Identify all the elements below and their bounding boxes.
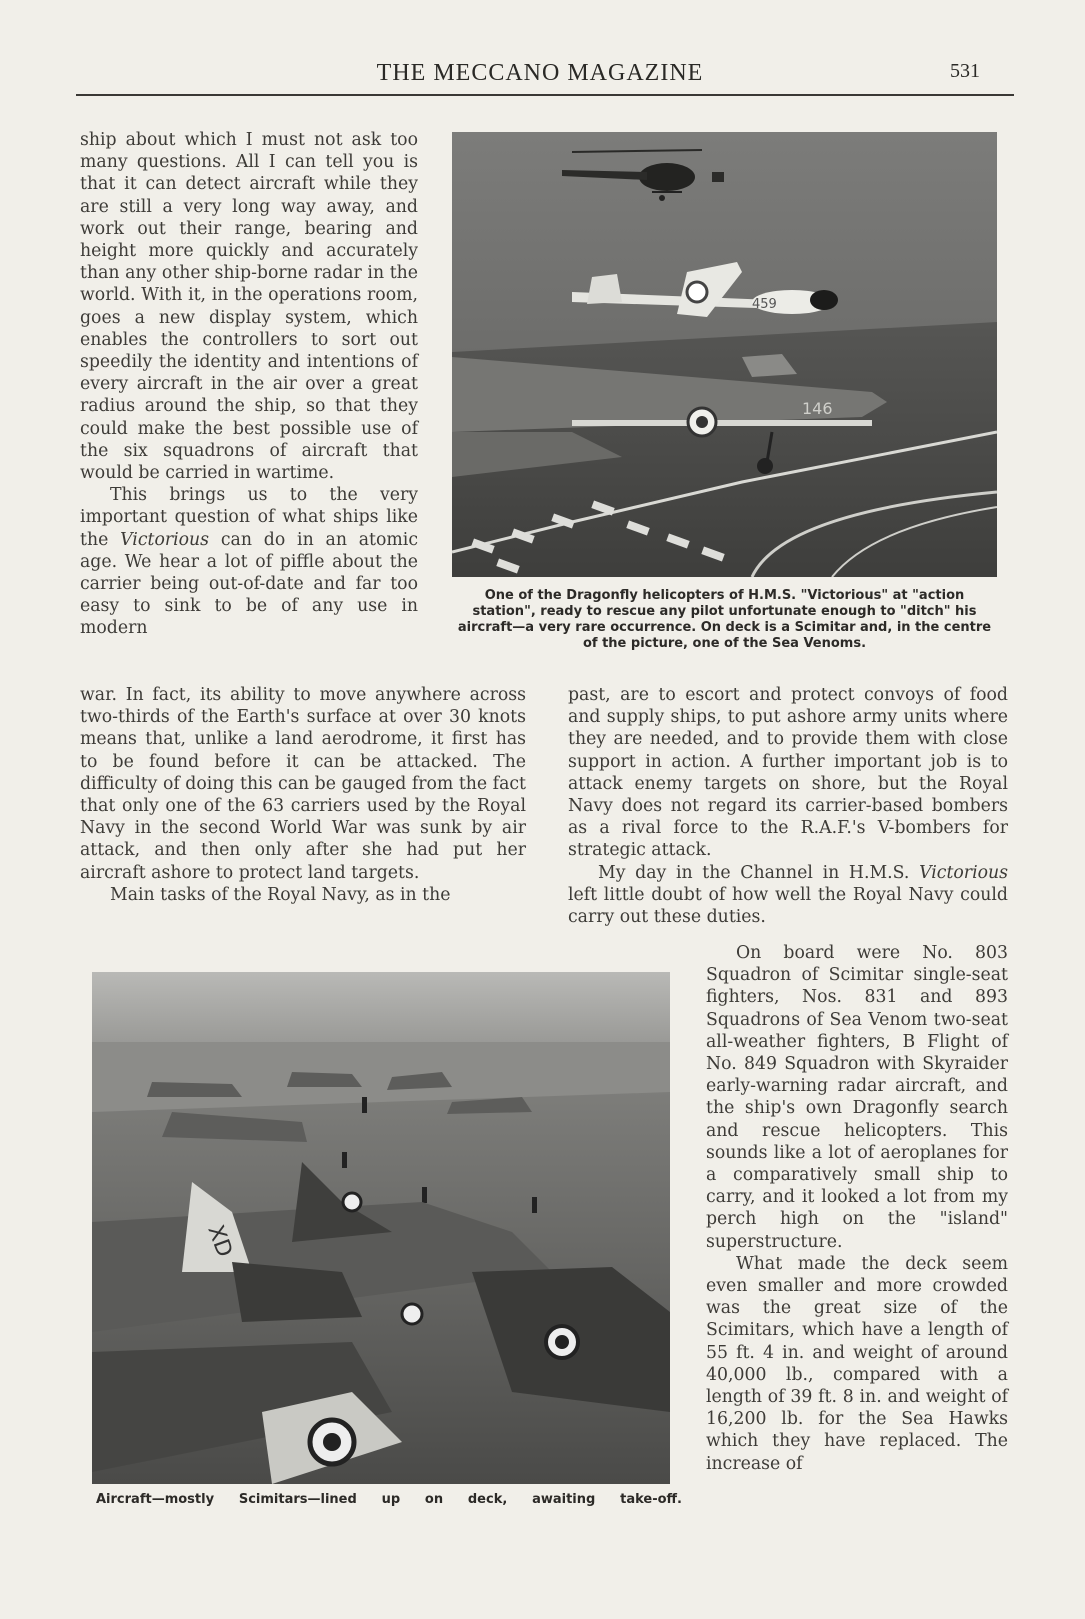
caption-bottom: Aircraft—mostly Scimitars—lined up on deck, awaiting take-off. [96,1492,682,1507]
text-run: This brings us to the very important question of what ships like the [80,485,418,550]
page-number: 531 [950,60,980,82]
text-run: left little doubt of how well the Royal Navy could carry out these duties. [568,884,1008,928]
text-run: can do in an atomic age. We hear a lot of piffle about the carrier being out-of-date and far too easy to sink to be of any use in modern [80,529,418,639]
fin-code: XD [202,1221,237,1261]
venom-code: 459 [752,297,777,312]
paragraph-scimitar-size: What made the deck seem even smaller and more crowded was the great size of the Scimitars, which have a length of 55 ft. 4 in. and weight of around 40,000 lb., compared with a length of 39 ft. 8 in. and weight of 16,200 lb. for the Sea Hawks which they have replaced. The increase of [706,1253,1008,1474]
paragraph-atomic-age [80,484,418,639]
magazine-title: THE MECCANO MAGAZINE [376,60,704,86]
ship-name: Victorious [919,862,1008,883]
scimitar-code: 146 [802,399,833,418]
body-column-2 [568,684,1008,928]
body-column-1 [80,129,418,640]
caption-top: One of the Dragonfly helicopters of H.M.S. "Victorious" at "action station", ready to rescue any pilot unfortunate enough to "ditch" his aircraft—a very rare occurrence. On deck is a Scimitar and, in the centre of the picture, one of the Sea Venoms. [457,588,992,651]
body-column-2-narrow [706,942,1008,1475]
body-column-1-continued [80,684,526,906]
paragraph-main-tasks: Main tasks of the Royal Navy, as in the [110,884,451,905]
ship-name: Victorious [120,529,210,550]
paragraph-channel [568,862,1008,929]
paragraph-radar: ship about which I must not ask too many questions. All I can tell you is that it can detect aircraft while they are still a very long way away, and work out their range, bearing and height more quickly and accurately than any other ship-borne radar in the world. With it, in the operations room, goes a new display system, which enables the controllers to sort out speedily the identity and intentions of every aircraft in the air over a great radius around the ship, so that they could make the best possible use of the six squadrons of aircraft that would be carried in wartime. [80,130,418,484]
photo-scimitars-on-deck [92,972,670,1484]
text-run: My day in the Channel in H.M.S. [598,862,920,883]
photo-helicopter-and-aircraft [452,132,997,577]
paragraph-war: war. In fact, its ability to move anywhere across two-thirds of the Earth's surface at over 30 knots means that, unlike a land aerodrome, it first has to be found before it can be attacked. The difficulty of doing this can be gauged from the fact that only one of the 63 carriers used by the Royal Navy in the second World War was sunk by air attack, and then only after she had put her aircraft ashore to protect land targets. [80,685,526,883]
paragraph-squadrons: On board were No. 803 Squadron of Scimitar single-seat fighters, Nos. 831 and 893 Squadrons of Sea Venom two-seat all-weather fighters, B Flight of No. 849 Squadron with Skyraider early-warning radar aircraft, and the ship's own Dragonfly search and rescue helicopters. This sounds like a lot of aeroplanes for a comparatively small ship to carry, and it looked a lot from my perch high on the "island" superstructure. [706,943,1008,1252]
header-rule [76,94,1014,96]
paragraph-convoys: past, are to escort and protect convoys of food and supply ships, to put ashore army units where they are needed, and to provide them with close support in action. A further important job is to attack enemy targets on shore, but the Royal Navy does not regard its carrier-based bombers as a rival force to the R.A.F.'s V-bombers for strategic attack. [568,685,1008,861]
